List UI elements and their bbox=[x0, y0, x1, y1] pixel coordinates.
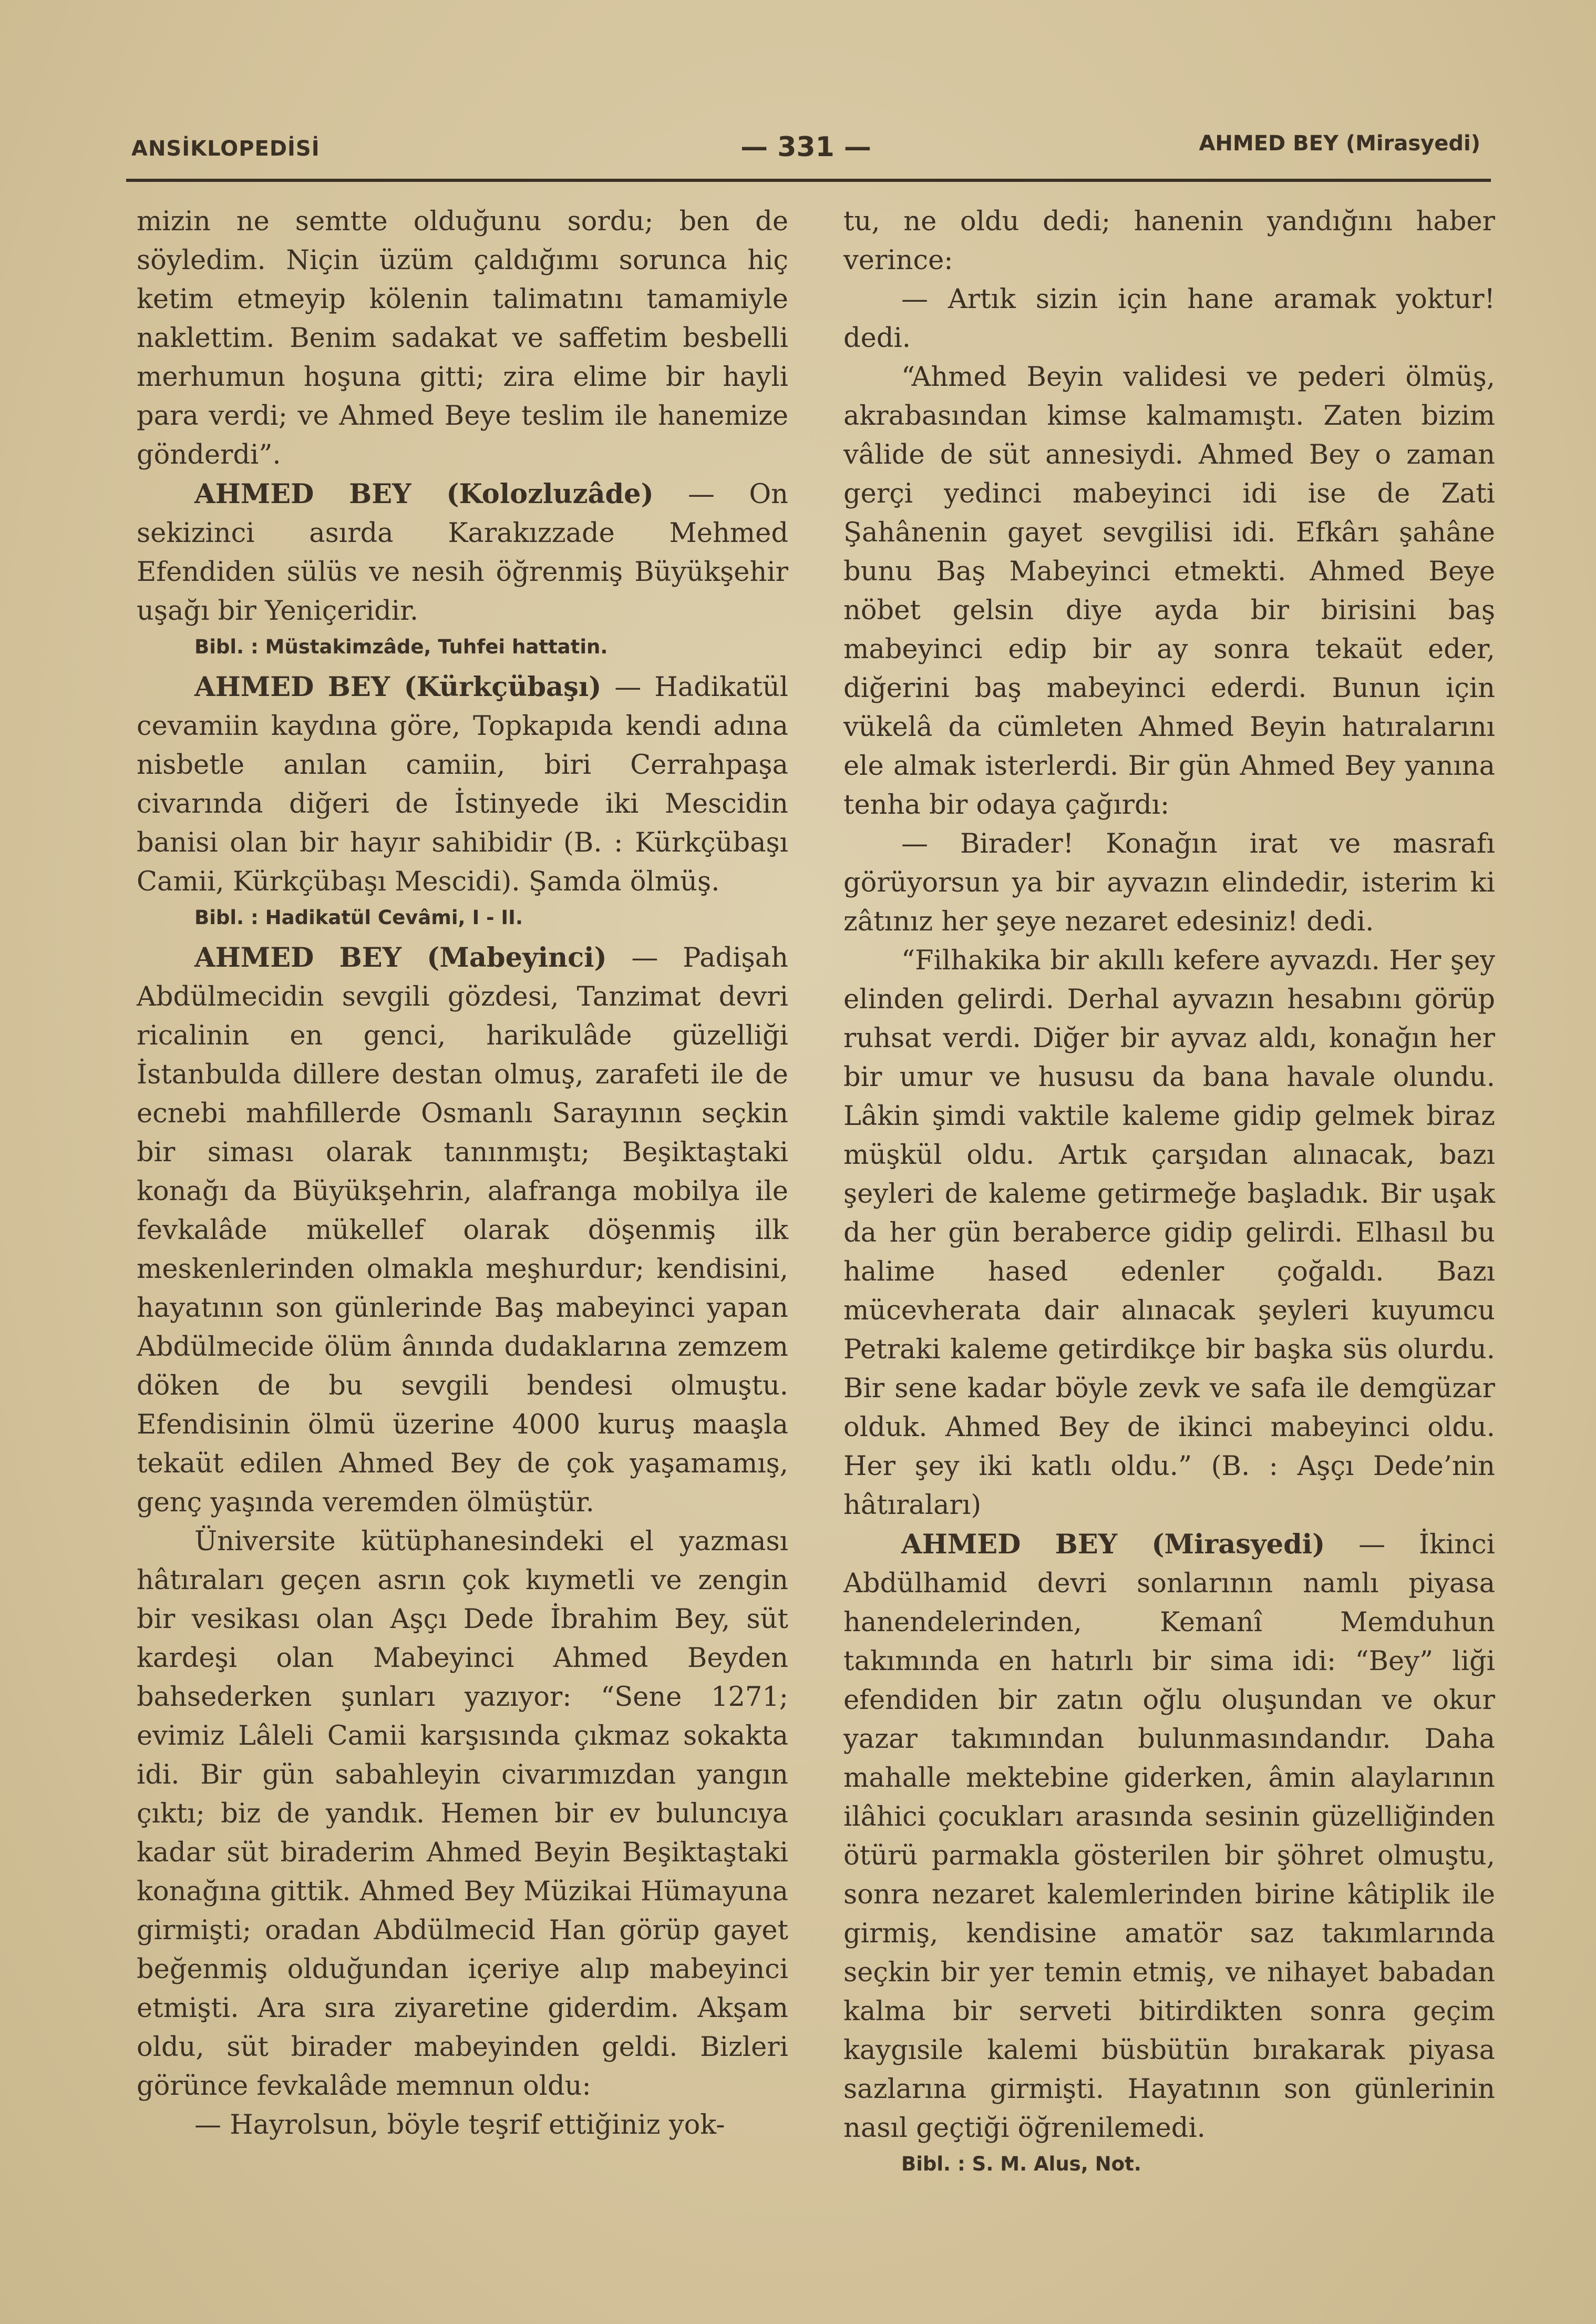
entry-kurkcubasi bbox=[137, 668, 788, 902]
bibliography: Bibl. : S. M. Alus, Not. bbox=[901, 2153, 1141, 2175]
entry-heading: AHMED BEY (Mirasyedi) bbox=[901, 1529, 1325, 1560]
right-column bbox=[843, 202, 1495, 2185]
page-number: — 331 — bbox=[740, 131, 871, 163]
entry-kolozluzade bbox=[137, 475, 788, 631]
paragraph: tu, ne oldu dedi; hanenin yandığını haber verince: bbox=[843, 206, 1495, 276]
entry-text: — İkinci Abdülhamid devri sonlarının namlı piyasa hanendelerinden, Kemanî Memduhun takımında en hatırlı bir sima idi: “Bey” liği efendiden bir zatın oğlu oluşundan ve okur yazar takımından bulunmasındandır. Daha mahalle mektebine giderken, âmin alaylarının ilâhici çocukları arasında sesinin güzelliğinden ötürü parmakla gösterilen bir şöhret olmuştu, sonra nezaret kalemlerinden birine kâtiplik ile girmiş, kendisine amatör saz takımlarında seçkin bir yer temin etmiş, ve nihayet babadan kalma bir serveti bitirdikten sonra geçim kaygısile kalemi büsbütün bırakarak piyasa sazlarına girmişti. Hayatının son günlerinin nasıl geçtiği öğrenilemedi. bbox=[843, 1529, 1495, 2144]
entry-heading: AHMED BEY (Kürkçübaşı) bbox=[194, 671, 602, 703]
paragraph: mizin ne semtte olduğunu sordu; ben de söyledim. Niçin üzüm çaldığımı sorunca hiç ketim etmeyip kölenin talimatını tamamiyle naklettim. Benim sadakat ve saffetim besbelli merhumun hoşuna gitti; zira elime bir hayli para verdi; ve Ahmed Beye teslim ile hanemize gönderdi”. bbox=[137, 206, 788, 470]
running-header bbox=[131, 126, 1480, 173]
paragraph: — Hayrolsun, böyle teşrif ettiğiniz yok- bbox=[194, 2110, 725, 2141]
bibliography: Bibl. : Müstakimzâde, Tuhfei hattatin. bbox=[194, 636, 608, 658]
paragraph: Üniversite kütüphanesindeki el yazması hâtıraları geçen asrın çok kıymetli ve zengin bir vesikası olan Aşçı Dede İbrahim Bey, süt kardeşi olan Mabeyinci Ahmed Beyden bahsederken şunları yazıyor: “Sene 1271; evimiz Lâleli Camii karşısında çıkmaz sokakta idi. Bir gün sabahleyin civarımızdan yangın çıktı; biz de yandık. Hemen bir ev buluncıya kadar süt biraderim Ahmed Beyin Beşiktaştaki konağına gittik. Ahmed Bey Müzikai Hümayuna girmişti; oradan Abdülmecid Han görüp gayet beğenmiş olduğundan içeriye alıp mabeyinci etmişti. Ara sıra ziyaretine giderdim. Akşam oldu, süt birader mabeyinden geldi. Bizleri görünce fevkalâde memnun oldu: bbox=[137, 1526, 788, 2102]
paragraph: — Artık sizin için hane aramak yoktur! dedi. bbox=[843, 284, 1495, 354]
paragraph: “Filhakika bir akıllı kefere ayvazdı. Her şey elinden gelirdi. Derhal ayvazın hesabını görüp ruhsat verdi. Diğer bir ayvaz aldı, konağın her bir umur ve hususu da bana havale olundu. Lâkin şimdi vaktile kaleme gidip gelmek biraz müşkül oldu. Artık çarşıdan alınacak, bazı şeyleri de kaleme getirmeğe başladık. Bir uşak da her gün beraberce gidip gelirdi. Elhasıl bu halime hased edenler çoğaldı. Bazı mücevherata dair alınacak şeyleri kuyumcu Petraki kaleme getirdikçe bir başka süs olurdu. Bir sene kadar böyle zevk ve safa ile demgüzar olduk. Ahmed Bey de ikinci mabeyinci oldu. Her şey iki katlı oldu.” (B. : Aşçı Dede’nin hâtıraları) bbox=[843, 945, 1495, 1521]
entry-heading: AHMED BEY (Mabeyinci) bbox=[194, 942, 607, 974]
entry-mabeyinci bbox=[137, 938, 788, 1522]
entry-mirasyedi bbox=[843, 1525, 1495, 2148]
header-rule bbox=[126, 179, 1491, 182]
entry-text: — On sekizinci asırda Karakızzade Mehmed Efendiden sülüs ve nesih öğrenmiş Büyükşehir uşağı bir Yeniçeridir. bbox=[137, 479, 788, 627]
header-left-title: ANSİKLOPEDİSİ bbox=[131, 137, 320, 161]
header-right-title: AHMED BEY (Mirasyedi) bbox=[1199, 131, 1480, 156]
bibliography: Bibl. : Hadikatül Cevâmi, I - II. bbox=[194, 906, 523, 929]
entry-text: — Padişah Abdülmecidin sevgili gözdesi, Tanzimat devri ricalinin en genci, harikulâde güzelliği İstanbulda dillere destan olmuş, zarafeti ile de ecnebi mahfillerde Osmanlı Sarayının seçkin bir siması olarak tanınmıştı; Beşiktaştaki konağı da Büyükşehrin, alafranga mobilya ile fevkalâde mükellef olarak döşenmiş ilk meskenlerinden olmakla meşhurdur; kendisini, hayatının son günlerinde Baş mabeyinci yapan Abdülmecide ölüm ânında dudaklarına zemzem döken de bu sevgili bendesi olmuştu. Efendisinin ölmü üzerine 4000 kuruş maaşla tekaüt edilen Ahmed Bey de çok yaşamamış, genç yaşında veremden ölmüştür. bbox=[137, 943, 788, 1518]
entry-text: — Hadikatül cevamiin kaydına göre, Topkapıda kendi adına nisbetle anılan camiin, biri Cerrahpaşa civarında diğeri de İstinyede iki Mescidin banisi olan bir hayır sahibidir (B. : Kürkçübaşı Camii, Kürkçübaşı Mescidi). Şamda ölmüş. bbox=[137, 672, 788, 897]
left-column bbox=[137, 202, 788, 2145]
paragraph: “Ahmed Beyin validesi ve pederi ölmüş, akrabasından kimse kalmamıştı. Zaten bizim vâlide de süt annesiydi. Ahmed Bey o zaman gerçi yedinci mabeyinci idi ise de Zati Şahânenin gayet sevgilisi idi. Efkârı şahâne bunu Baş Mabeyinci etmekti. Ahmed Beye nöbet gelsin diye ayda bir birisini baş mabeyinci edip bir ay sonra tekaüt eder, diğerini baş mabeyinci ederdi. Bunun için vükelâ da cümleten Ahmed Beyin hatıralarını ele almak isterlerdi. Bir gün Ahmed Bey yanına tenha bir odaya çağırdı: bbox=[843, 362, 1495, 821]
paragraph: — Birader! Konağın irat ve masrafı görüyorsun ya bir ayvazın elindedir, isterim ki zâtınız her şeye nezaret edesiniz! dedi. bbox=[843, 828, 1495, 937]
entry-heading: AHMED BEY (Kolozluzâde) bbox=[194, 478, 654, 510]
